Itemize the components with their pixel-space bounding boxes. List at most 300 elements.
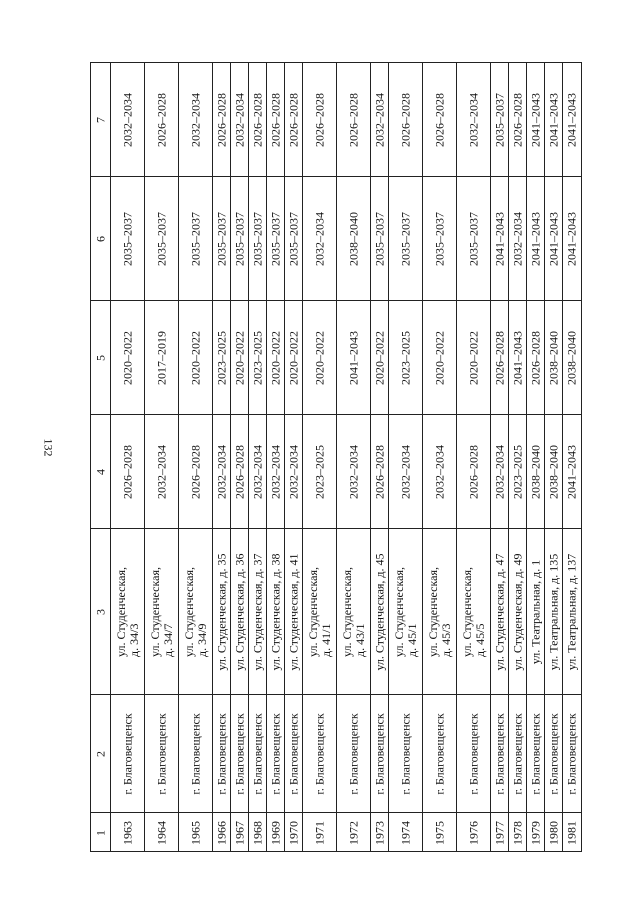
cell-text: 2041–2043 [546,211,561,266]
table-cell [285,176,303,300]
table-cell [371,528,389,694]
cell-text: 1981 [564,820,579,845]
cell-text: 2035–2037 [154,211,169,266]
table-cell [231,62,249,176]
table-cell [249,176,267,300]
table-cell [285,528,303,694]
table-cell [423,62,457,176]
cell-text: 2020–2022 [466,330,481,385]
cell-text: 2035–2037 [120,211,135,266]
cell-text: 2035–2037 [466,211,481,266]
table-cell [509,300,527,414]
cell-text: г. Благовещенск [312,712,327,795]
cell-text: 2026–2028 [346,92,361,147]
cell-text: 2035–2037 [250,211,265,266]
cell-text: г. Благовещенск [154,712,169,795]
table-cell [527,62,545,176]
table-cell [371,694,389,812]
cell-text: 2032–2034 [312,211,327,266]
row-bottom-border [563,851,581,852]
table-cell [249,528,267,694]
cell-text: г. Благовещенск [286,712,301,795]
table-cell [303,62,337,176]
cell-text: г. Благовещенск [466,712,481,795]
table-cell [545,300,563,414]
header-cell [91,812,111,852]
table-cell [179,812,213,852]
cell-text: 2038–2040 [346,211,361,266]
cell-text: 2026–2028 [528,330,543,385]
row-bottom-border [491,851,509,852]
table-row [422,62,457,852]
row-bottom-border [267,851,285,852]
table-cell [563,176,581,300]
table-cell [303,414,337,528]
cell-text: 1975 [432,820,447,845]
cell-text: ул. Театральная, д. 137 [564,553,579,670]
cell-text: 2041–2043 [546,92,561,147]
table-cell [213,694,231,812]
table-row [212,62,231,852]
cell-text: ул. Студенческая, д. 45 [372,552,387,671]
table-cell [145,414,179,528]
header-cell [91,528,111,694]
cell-text: 2032–2034 [214,444,229,499]
table-cell [527,414,545,528]
cell-text: 1974 [398,820,413,845]
cell-text: ул. Студенческая, д. 47 [492,552,507,671]
table-cell [267,694,285,812]
row-bottom-border [91,851,111,852]
table-cell [491,414,509,528]
cell-text: ул. Студенческая, д. 34/3 [114,566,141,657]
table-cell [491,176,509,300]
table-cell [303,694,337,812]
row-bottom-border [545,851,563,852]
row-bottom-border [111,851,145,852]
cell-text: ул. Студенческая, д. 34/9 [182,566,209,657]
table-row [490,62,509,852]
table-cell [491,812,509,852]
table-cell [249,414,267,528]
cell-text: 4 [93,468,108,475]
cell-text: 2020–2022 [120,330,135,385]
table-row [144,62,179,852]
table-cell [337,694,371,812]
cell-text: г. Благовещенск [492,712,507,795]
cell-text: 2026–2028 [232,444,247,499]
cell-text: 1979 [528,820,543,845]
table-cell [371,414,389,528]
row-bottom-border [145,851,179,852]
cell-text: 2032–2034 [432,444,447,499]
cell-text: 2041–2043 [346,330,361,385]
table-cell [285,812,303,852]
table-cell [179,176,213,300]
table-cell [145,694,179,812]
cell-text: г. Благовещенск [214,712,229,795]
table-cell [545,812,563,852]
table-row [562,62,582,852]
table-row [248,62,267,852]
table-cell [145,176,179,300]
table-row [230,62,249,852]
table-cell [231,176,249,300]
cell-text: г. Благовещенск [232,712,247,795]
table-row [178,62,213,852]
cell-text: ул. Студенческая, д. 41/1 [306,566,333,657]
table-cell [303,176,337,300]
table-cell [267,176,285,300]
table-row [544,62,563,852]
table-cell [285,694,303,812]
table-cell [527,528,545,694]
cell-text: 2035–2037 [372,211,387,266]
table-cell [457,528,491,694]
table-cell [389,176,423,300]
cell-text: ул. Студенческая, д. 49 [510,552,525,671]
cell-text: 2032–2034 [346,444,361,499]
table-cell [213,414,231,528]
header-cell [91,62,111,176]
table-cell [337,812,371,852]
table-cell [213,62,231,176]
table-cell [213,812,231,852]
cell-text: 2041–2043 [564,444,579,499]
table-cell [303,812,337,852]
table-cell [111,176,145,300]
header-cell [91,176,111,300]
cell-text: 2020–2022 [432,330,447,385]
table-row [266,62,285,852]
cell-text: 2026–2028 [312,92,327,147]
table-cell [457,812,491,852]
cell-text: 2026–2028 [268,92,283,147]
table-cell [563,414,581,528]
table-cell [423,694,457,812]
table-cell [509,414,527,528]
cell-text: 2038–2040 [546,444,561,499]
cell-text: 2020–2022 [232,330,247,385]
cell-text: 2026–2028 [432,92,447,147]
table-cell [337,62,371,176]
table-cell [111,694,145,812]
table-cell [285,62,303,176]
cell-text: 1973 [372,820,387,845]
table-cell [231,528,249,694]
table-cell [145,300,179,414]
cell-text: 2035–2037 [214,211,229,266]
cell-text: 2035–2037 [492,92,507,147]
cell-text: 2041–2043 [510,330,525,385]
cell-text: 1980 [546,820,561,845]
table-cell [457,300,491,414]
table-cell [337,528,371,694]
cell-text: 2032–2034 [466,92,481,147]
cell-text: 2041–2043 [564,92,579,147]
table-cell [545,694,563,812]
table-cell [423,528,457,694]
table-row [508,62,527,852]
cell-text: 2035–2037 [432,211,447,266]
table-cell [285,414,303,528]
table-row [456,62,491,852]
cell-text: ул. Театральная, д. 135 [546,553,561,670]
row-bottom-border [249,851,267,852]
cell-text: ул. Театральная, д. 1 [528,559,543,664]
header-cell [91,414,111,528]
cell-text: ул. Студенческая, д. 34/7 [148,566,175,657]
cell-text: г. Благовещенск [432,712,447,795]
row-bottom-border [509,851,527,852]
cell-text: 2026–2028 [466,444,481,499]
table-cell [303,528,337,694]
row-bottom-border [231,851,249,852]
table-cell [423,176,457,300]
cell-text: 2026–2028 [286,92,301,147]
cell-text: г. Благовещенск [346,712,361,795]
cell-text: 2035–2037 [286,211,301,266]
cell-text: 2032–2034 [188,92,203,147]
table-cell [491,300,509,414]
cell-text: 2023–2025 [510,444,525,499]
table-cell [491,694,509,812]
data-table [90,62,610,852]
table-cell [337,414,371,528]
row-bottom-border [303,851,337,852]
table-cell [545,176,563,300]
cell-text: ул. Студенческая, д. 43/1 [340,566,367,657]
table-cell [231,812,249,852]
header-cell [91,300,111,414]
table-cell [179,528,213,694]
table-cell [457,62,491,176]
cell-text: 2017–2019 [154,330,169,385]
table-cell [267,528,285,694]
cell-text: 2020–2022 [372,330,387,385]
table-cell [491,528,509,694]
table-cell [231,694,249,812]
table-cell [389,694,423,812]
row-bottom-border [337,851,371,852]
table-row [336,62,371,852]
page-number: 132 [41,438,56,457]
cell-text: ул. Студенческая, д. 45/5 [460,566,487,657]
table-cell [337,300,371,414]
table-cell [371,62,389,176]
row-bottom-border [179,851,213,852]
cell-text: 2038–2040 [546,330,561,385]
table-row [526,62,545,852]
table-cell [111,414,145,528]
table-row [388,62,423,852]
row-bottom-border [457,851,491,852]
cell-text: 2023–2025 [398,330,413,385]
cell-text: ул. Студенческая, д. 38 [268,552,283,671]
table-cell [371,176,389,300]
cell-text: г. Благовещенск [528,712,543,795]
cell-text: 2032–2034 [492,444,507,499]
row-bottom-border [285,851,303,852]
cell-text: 1 [93,829,108,836]
table-cell [179,300,213,414]
table-cell [231,300,249,414]
cell-text: 1971 [312,820,327,845]
table-cell [213,176,231,300]
table-row [284,62,303,852]
cell-text: 1978 [510,820,525,845]
cell-text: ул. Студенческая, д. 35 [214,552,229,671]
table-cell [457,176,491,300]
cell-text: 2020–2022 [286,330,301,385]
cell-text: 2032–2034 [250,444,265,499]
table-cell [509,176,527,300]
cell-text: 2026–2028 [120,444,135,499]
table-cell [509,62,527,176]
cell-text: 2041–2043 [564,211,579,266]
table-cell [545,414,563,528]
table-cell [563,62,581,176]
cell-text: 2020–2022 [312,330,327,385]
cell-text: 2026–2028 [188,444,203,499]
cell-text: г. Благовещенск [268,712,283,795]
cell-text: 2035–2037 [268,211,283,266]
table-cell [527,300,545,414]
cell-text: г. Благовещенск [564,712,579,795]
table-cell [145,528,179,694]
cell-text: 2020–2022 [188,330,203,385]
table-cell [337,176,371,300]
table-cell [509,528,527,694]
cell-text: 1968 [250,820,265,845]
table-row [110,62,145,852]
table-cell [423,812,457,852]
cell-text: 2 [93,750,108,757]
table-cell [389,528,423,694]
cell-text: 2032–2034 [154,444,169,499]
table-cell [111,528,145,694]
cell-text: 2041–2043 [528,92,543,147]
cell-text: г. Благовещенск [510,712,525,795]
cell-text: 2038–2040 [528,444,543,499]
table-row [302,62,337,852]
table-cell [267,300,285,414]
row-bottom-border [213,851,231,852]
cell-text: 1977 [492,820,507,845]
table-cell [267,62,285,176]
cell-text: 2026–2028 [250,92,265,147]
cell-text: 1964 [154,820,169,845]
table-cell [563,812,581,852]
table-cell [389,812,423,852]
table-row [370,62,389,852]
cell-text: 2035–2037 [398,211,413,266]
cell-text: 2032–2034 [232,92,247,147]
cell-text: ул. Студенческая, д. 45/1 [392,566,419,657]
table-cell [527,176,545,300]
cell-text: 1965 [188,820,203,845]
cell-text: 2020–2022 [268,330,283,385]
cell-text: 1972 [346,820,361,845]
row-bottom-border [389,851,423,852]
table-cell [267,414,285,528]
table-cell [213,300,231,414]
cell-text: 1969 [268,820,283,845]
table-cell [423,414,457,528]
cell-text: г. Благовещенск [546,712,561,795]
cell-text: 2032–2034 [120,92,135,147]
table-cell [563,528,581,694]
table-cell [371,300,389,414]
row-bottom-border [371,851,389,852]
cell-text: г. Благовещенск [372,712,387,795]
table-cell [213,528,231,694]
table-cell [563,300,581,414]
table-cell [145,62,179,176]
header-cell [91,694,111,812]
table-cell [179,414,213,528]
cell-text: 3 [93,608,108,615]
table-header-row [90,62,111,852]
table-cell [111,62,145,176]
table-cell [545,528,563,694]
table-cell [267,812,285,852]
cell-text: 2026–2028 [154,92,169,147]
cell-text: г. Благовещенск [398,712,413,795]
cell-text: 2026–2028 [510,92,525,147]
table-cell [231,414,249,528]
table-cell [249,694,267,812]
cell-text: 7 [93,116,108,123]
table-cell [527,694,545,812]
cell-text: 1970 [286,820,301,845]
cell-text: 2035–2037 [232,211,247,266]
table-cell [303,300,337,414]
row-bottom-border [527,851,545,852]
table-cell [145,812,179,852]
cell-text: 2026–2028 [398,92,413,147]
cell-text: 1967 [232,820,247,845]
cell-text: 2032–2034 [372,92,387,147]
cell-text: 1963 [120,820,135,845]
row-bottom-border [423,851,457,852]
cell-text: 2026–2028 [214,92,229,147]
cell-text: ул. Студенческая, д. 36 [232,552,247,671]
cell-text: г. Благовещенск [188,712,203,795]
table-cell [509,812,527,852]
cell-text: 1976 [466,820,481,845]
cell-text: 2038–2040 [564,330,579,385]
table-cell [285,300,303,414]
cell-text: ул. Студенческая, д. 41 [286,552,301,671]
cell-text: 2023–2025 [214,330,229,385]
table-cell [389,414,423,528]
cell-text: ул. Студенческая, д. 45/3 [426,566,453,657]
table-cell [249,812,267,852]
table-cell [389,300,423,414]
cell-text: г. Благовещенск [120,712,135,795]
cell-text: 2032–2034 [286,444,301,499]
cell-text: 2032–2034 [510,211,525,266]
table-cell [423,300,457,414]
cell-text: 2032–2034 [398,444,413,499]
cell-text: 2041–2043 [492,211,507,266]
table-cell [179,62,213,176]
table-cell [371,812,389,852]
table-cell [249,300,267,414]
table-cell [527,812,545,852]
cell-text: 2026–2028 [492,330,507,385]
